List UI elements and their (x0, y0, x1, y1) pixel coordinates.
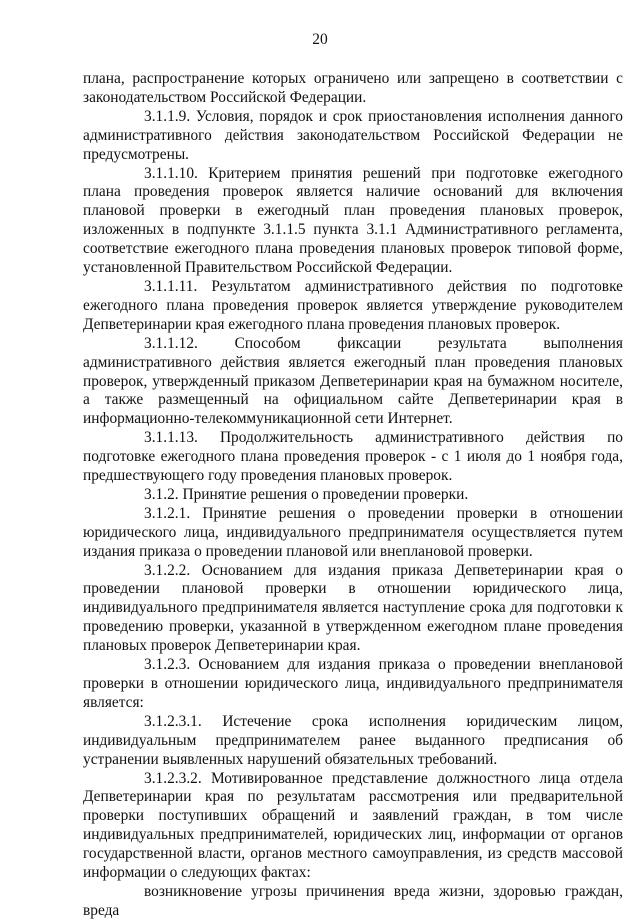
paragraph: 3.1.1.13. Продолжительность административного действия по подготовке ежегодного плана проведения проверок - с 1 июля до 1 ноября года, предшествующего году проведения плановых проверок. (83, 429, 623, 485)
paragraph: 3.1.1.10. Критерием принятия решений при подготовке ежегодного плана проведения проверок является наличие оснований для включения плановой проверки в ежегодный план проведения плановых проверок, изложенных в подпункте 3.1.1.5 пункта 3.1.1 Административного регламента, соответствие ежегодного плана проведения плановых проверок типовой форме, установленной Правительством Российской Федерации. (83, 164, 623, 277)
paragraph: 3.1.2.3. Основанием для издания приказа о проведении внеплановой проверки в отношении юридического лица, индивидуального предпринимателя является: (83, 656, 623, 711)
paragraph: 3.1.2.3.1. Истечение срока исполнения юридическим лицом, индивидуальным предпринимателем ранее выданного предписания об устранении выявленных нарушений обязательных требований. (83, 712, 623, 768)
paragraph: 3.1.2.1. Принятие решения о проведении проверки в отношении юридического лица, индивидуального предпринимателя осуществляется путем издания приказа о проведении плановой или внеплановой проверки. (83, 504, 623, 560)
paragraph: 3.1.1.11. Результатом административного действия по подготовке ежегодного плана проведения проверок является утверждение руководителем Депветеринарии края ежегодного плана проведения плановых проверок. (83, 277, 623, 333)
paragraph: 3.1.2.2. Основанием для издания приказа Депветеринарии края о проведении плановой проверки в отношении юридического лица, индивидуального предпринимателя является наступление срока для подготовки к проведению проверки, указанной в утвержденном ежегодном плане проведения плановых проверок Депветеринарии края. (83, 561, 623, 655)
paragraph: возникновение угрозы причинения вреда жизни, здоровью граждан, вреда (83, 882, 623, 919)
paragraph: 3.1.1.9. Условия, порядок и срок приостановления исполнения данного административного действия законодательством Российской Федерации не предусмотрены. (83, 107, 623, 163)
paragraph: 3.1.1.12. Способом фиксации результата выполнения административного действия является ежегодный план проведения плановых проверок, утвержденный приказом Депветеринарии края на бумажном носителе, а также размещенный на официальном сайте Депветеринарии края в информационно-телекоммуникационной сети Интернет. (83, 334, 623, 428)
paragraph: 3.1.2. Принятие решения о проведении проверки. (144, 485, 469, 503)
paragraph: плана, распространение которых ограничено или запрещено в соответствии с законодательством Российской Федерации. (83, 70, 623, 106)
page-number: 20 (312, 31, 328, 48)
paragraph: 3.1.2.3.2. Мотивированное представление должностного лица отдела Депветеринарии края по результатам рассмотрения или предварительной проверки поступивших обращений и заявлений граждан, в том числе индивидуальных предпринимателей, юридических лиц, информации от органов государственной власти, органов местного самоуправления, из средств массовой информации о следующих фактах: (83, 769, 623, 882)
document-body (83, 70, 623, 921)
